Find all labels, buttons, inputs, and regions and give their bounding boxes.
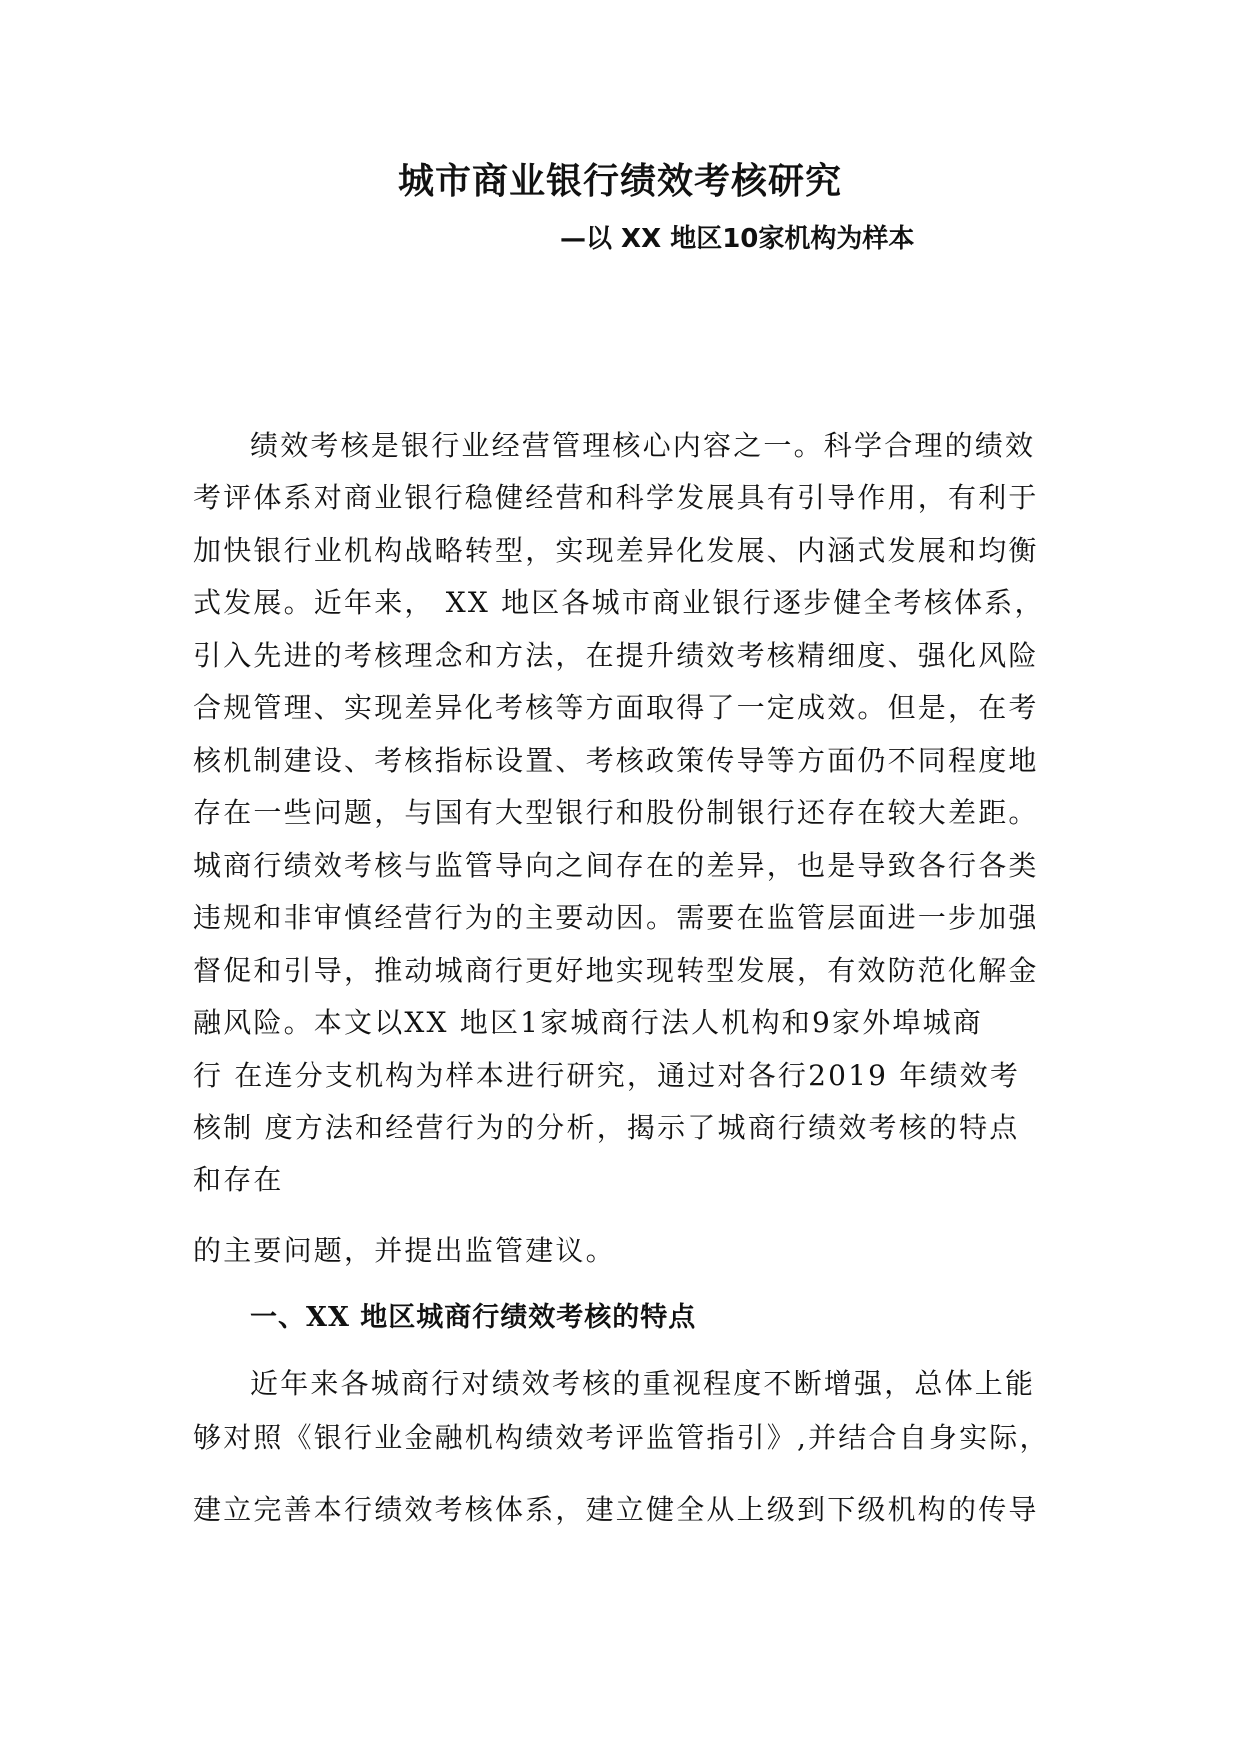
paragraph-line: 合规管理、实现差异化考核等方面取得了一定成效。但是，在考 [193, 691, 1039, 724]
document-subtitle: —以 XX 地区10家机构为样本 [560, 224, 915, 254]
paragraph-line: 违规和非审慎经营行为的主要动因。需要在监管层面进一步加强 [193, 901, 1039, 934]
section-heading: 一、XX 地区城商行绩效考核的特点 [250, 1302, 697, 1333]
paragraph-line: 式发展。近年来， XX 地区各城市商业银行逐步健全考核体系， [193, 586, 1045, 619]
paragraph-line: 核机制建设、考核指标设置、考核政策传导等方面仍不同程度地 [193, 744, 1039, 777]
paragraph-line: 考评体系对商业银行稳健经营和科学发展具有引导作用，有利于 [193, 481, 1039, 514]
paragraph-line: 加快银行业机构战略转型，实现差异化发展、内涵式发展和均衡 [193, 534, 1039, 567]
paragraph-line: 近年来各城商行对绩效考核的重视程度不断增强，总体上能 [250, 1367, 1036, 1400]
paragraph-line: 引入先进的考核理念和方法，在提升绩效考核精细度、强化风险 [193, 639, 1039, 672]
paragraph-line: 和存在 [193, 1163, 284, 1196]
paragraph-line: 行 在连分支机构为样本进行研究，通过对各行2019 年绩效考 [193, 1059, 1021, 1092]
paragraph-line: 核制 度方法和经营行为的分析，揭示了城商行绩效考核的特点 [193, 1111, 1020, 1144]
paragraph-line: 建立完善本行绩效考核体系，建立健全从上级到下级机构的传导 [193, 1493, 1039, 1526]
paragraph-line: 的主要问题，并提出监管建议。 [193, 1234, 616, 1267]
document-title: 城市商业银行绩效考核研究 [397, 161, 842, 202]
paragraph-line: 督促和引导，推动城商行更好地实现转型发展，有效防范化解金 [193, 954, 1039, 987]
paragraph-line: 城商行绩效考核与监管导向之间存在的差异，也是导致各行各类 [193, 849, 1039, 882]
paragraph-line: 够对照《银行业金融机构绩效考评监管指引》,并结合自身实际， [193, 1421, 1050, 1454]
paragraph-line: 融风险。本文以XX 地区1家城商行法人机构和9家外埠城商 [193, 1006, 983, 1039]
paragraph-line: 绩效考核是银行业经营管理核心内容之一。科学合理的绩效 [250, 429, 1036, 462]
paragraph-line: 存在一些问题，与国有大型银行和股份制银行还存在较大差距。 [193, 796, 1039, 829]
